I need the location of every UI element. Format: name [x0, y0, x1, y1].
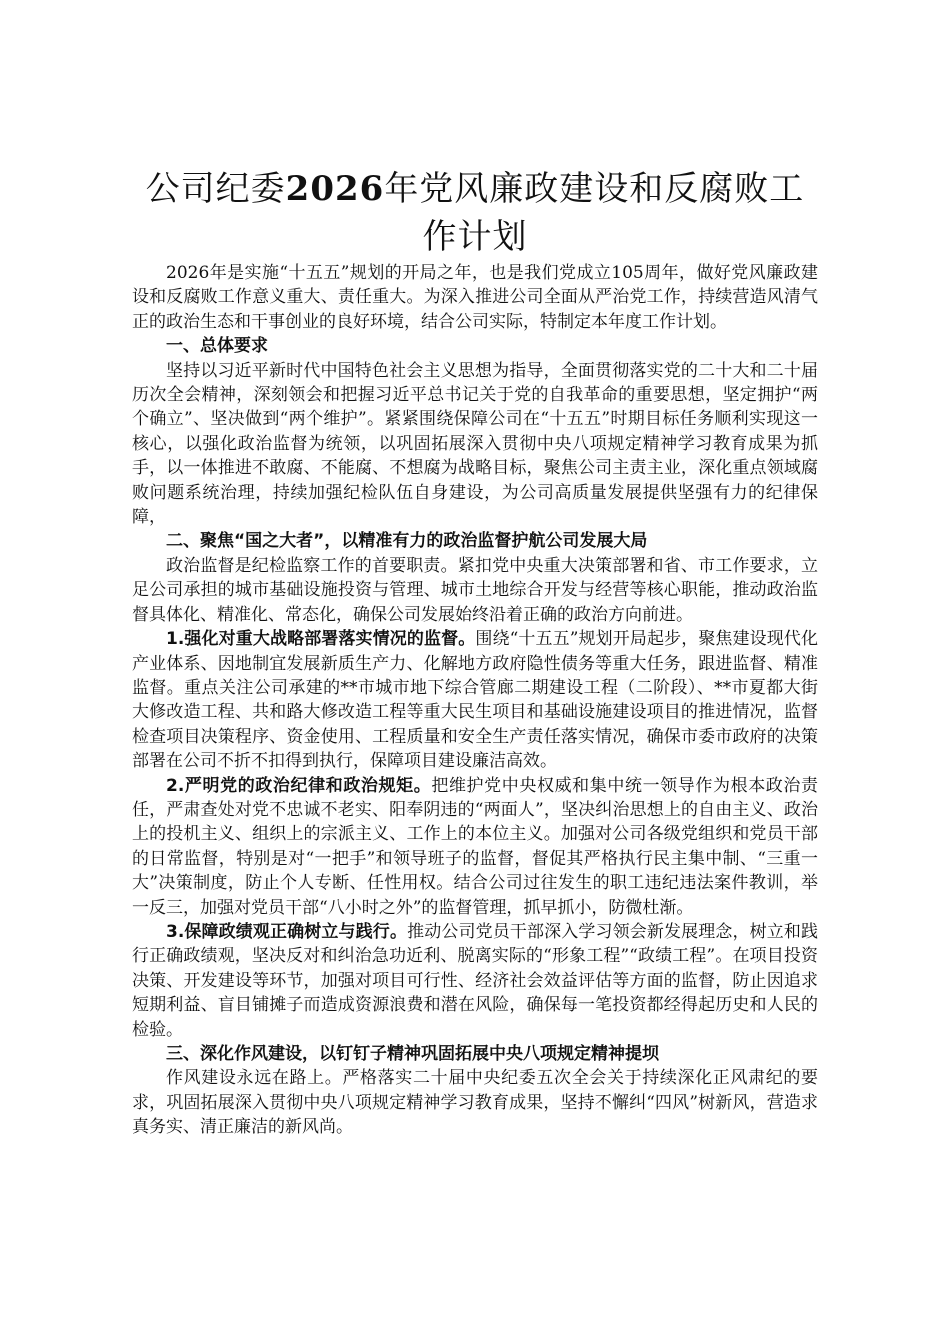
item-lead: 1.强化对重大战略部署落实情况的监督。 — [166, 629, 476, 650]
item-text: 推动公司党员干部深入学习领会新发展理念，树立和践行正确政绩观，坚决反对和纠治急功近利、脱离实际的“形象工程”“政绩工程”。在项目投资决策、开发建设等环节，加强对项目可行性、经济社会效益评估等方面的监督，防止因追求短期利益、盲目铺摊子而造成资源浪费和潜在风险，确保每一笔投资都经得起历史和人民的检验。 — [132, 921, 819, 1040]
title-year: 2026 — [285, 169, 385, 209]
item-lead: 3.保障政绩观正确树立与践行。 — [166, 921, 408, 942]
document-title — [132, 165, 818, 261]
section-2-heading: 二、聚焦“国之大者”，以精准有力的政治监督护航公司发展大局 — [166, 531, 648, 552]
section-2-text: 政治监督是纪检监察工作的首要职责。紧扣党中央重大决策部署和省、市工作要求，立足公司承担的城市基础设施投资与管理、城市土地综合开发与经营等核心职能，推动政治监督具体化、精准化、常态化，确保公司发展始终沿着正确的政治方向前进。 — [132, 555, 818, 625]
title-prefix: 公司纪委 — [145, 169, 286, 209]
intro-paragraph: 2026年是实施“十五五”规划的开局之年，也是我们党成立105周年，做好党风廉政建设和反腐败工作意义重大、责任重大。为深入推进公司全面从严治党工作，持续营造风清气正的政治生态和干事创业的良好环境，结合公司实际，特制定本年度工作计划。 — [132, 263, 818, 332]
section-2-item-2 — [132, 774, 818, 920]
item-lead: 2.严明党的政治纪律和政治规矩。 — [166, 775, 432, 796]
section-1-heading: 一、总体要求 — [166, 336, 268, 357]
section-2-item-3 — [132, 920, 818, 1042]
section-2-item-1 — [132, 627, 818, 773]
item-text: 围绕“十五五”规划开局起步，聚焦建设现代化产业体系、因地制宜发展新质生产力、化解地方政府隐性债务等重大任务，跟进监督、精准监督。重点关注公司承建的**市城市地下综合管廊二期建设工程（二阶段）、**市夏都大街大修改造工程、共和路大修改造工程等重大民生项目和基础设施建设项目的推进情况，监督检查项目决策程序、资金使用、工程质量和安全生产责任落实情况，确保市委市政府的决策部署在公司不折不扣得到执行，保障项目建设廉洁高效。 — [132, 629, 818, 772]
section-1-text: 坚持以习近平新时代中国特色社会主义思想为指导，全面贯彻落实党的二十大和二十届历次全会精神，深刻领会和把握习近平总书记关于党的自我革命的重要思想，坚定拥护“两个确立”、坚决做到“两个维护”。紧紧围绕保障公司在“十五五”时期目标任务顺利实现这一核心，以强化政治监督为统领，以巩固拓展深入贯彻中央八项规定精神学习教育成果为抓手，以一体推进不敢腐、不能腐、不想腐为战略目标，聚焦公司主责主业，深化重点领域腐败问题系统治理，持续加强纪检队伍自身建设，为公司高质量发展提供坚强有力的纪律保障， — [132, 360, 818, 528]
item-text: 把维护党中央权威和集中统一领导作为根本政治责任，严肃查处对党不忠诚不老实、阳奉阴违的“两面人”，坚决纠治思想上的自由主义、政治上的投机主义、组织上的宗派主义、工作上的本位主义。加强对公司各级党组织和党员干部的日常监督，特别是对“一把手”和领导班子的监督，督促其严格执行民主集中制、“三重一大”决策制度，防止个人专断、任性用权。结合公司过往发生的职工违纪违法案件教训，举一反三，加强对党员干部“八小时之外”的监督管理，抓早抓小，防微杜渐。 — [132, 775, 819, 918]
section-3-heading: 三、深化作风建设，以钉钉子精神巩固拓展中央八项规定精神提坝 — [166, 1044, 659, 1064]
section-3-text: 作风建设永远在路上。严格落实二十届中央纪委五次全会关于持续深化正风肃纪的要求，巩固拓展深入贯彻中央八项规定精神学习教育成果，坚持不懈纠“四风”树新风，营造求真务实、清正廉洁的新风尚。 — [132, 1068, 818, 1138]
document-page — [132, 165, 818, 1140]
title-suffix: 年党风廉政建设和反腐败工作计划 — [384, 169, 805, 257]
